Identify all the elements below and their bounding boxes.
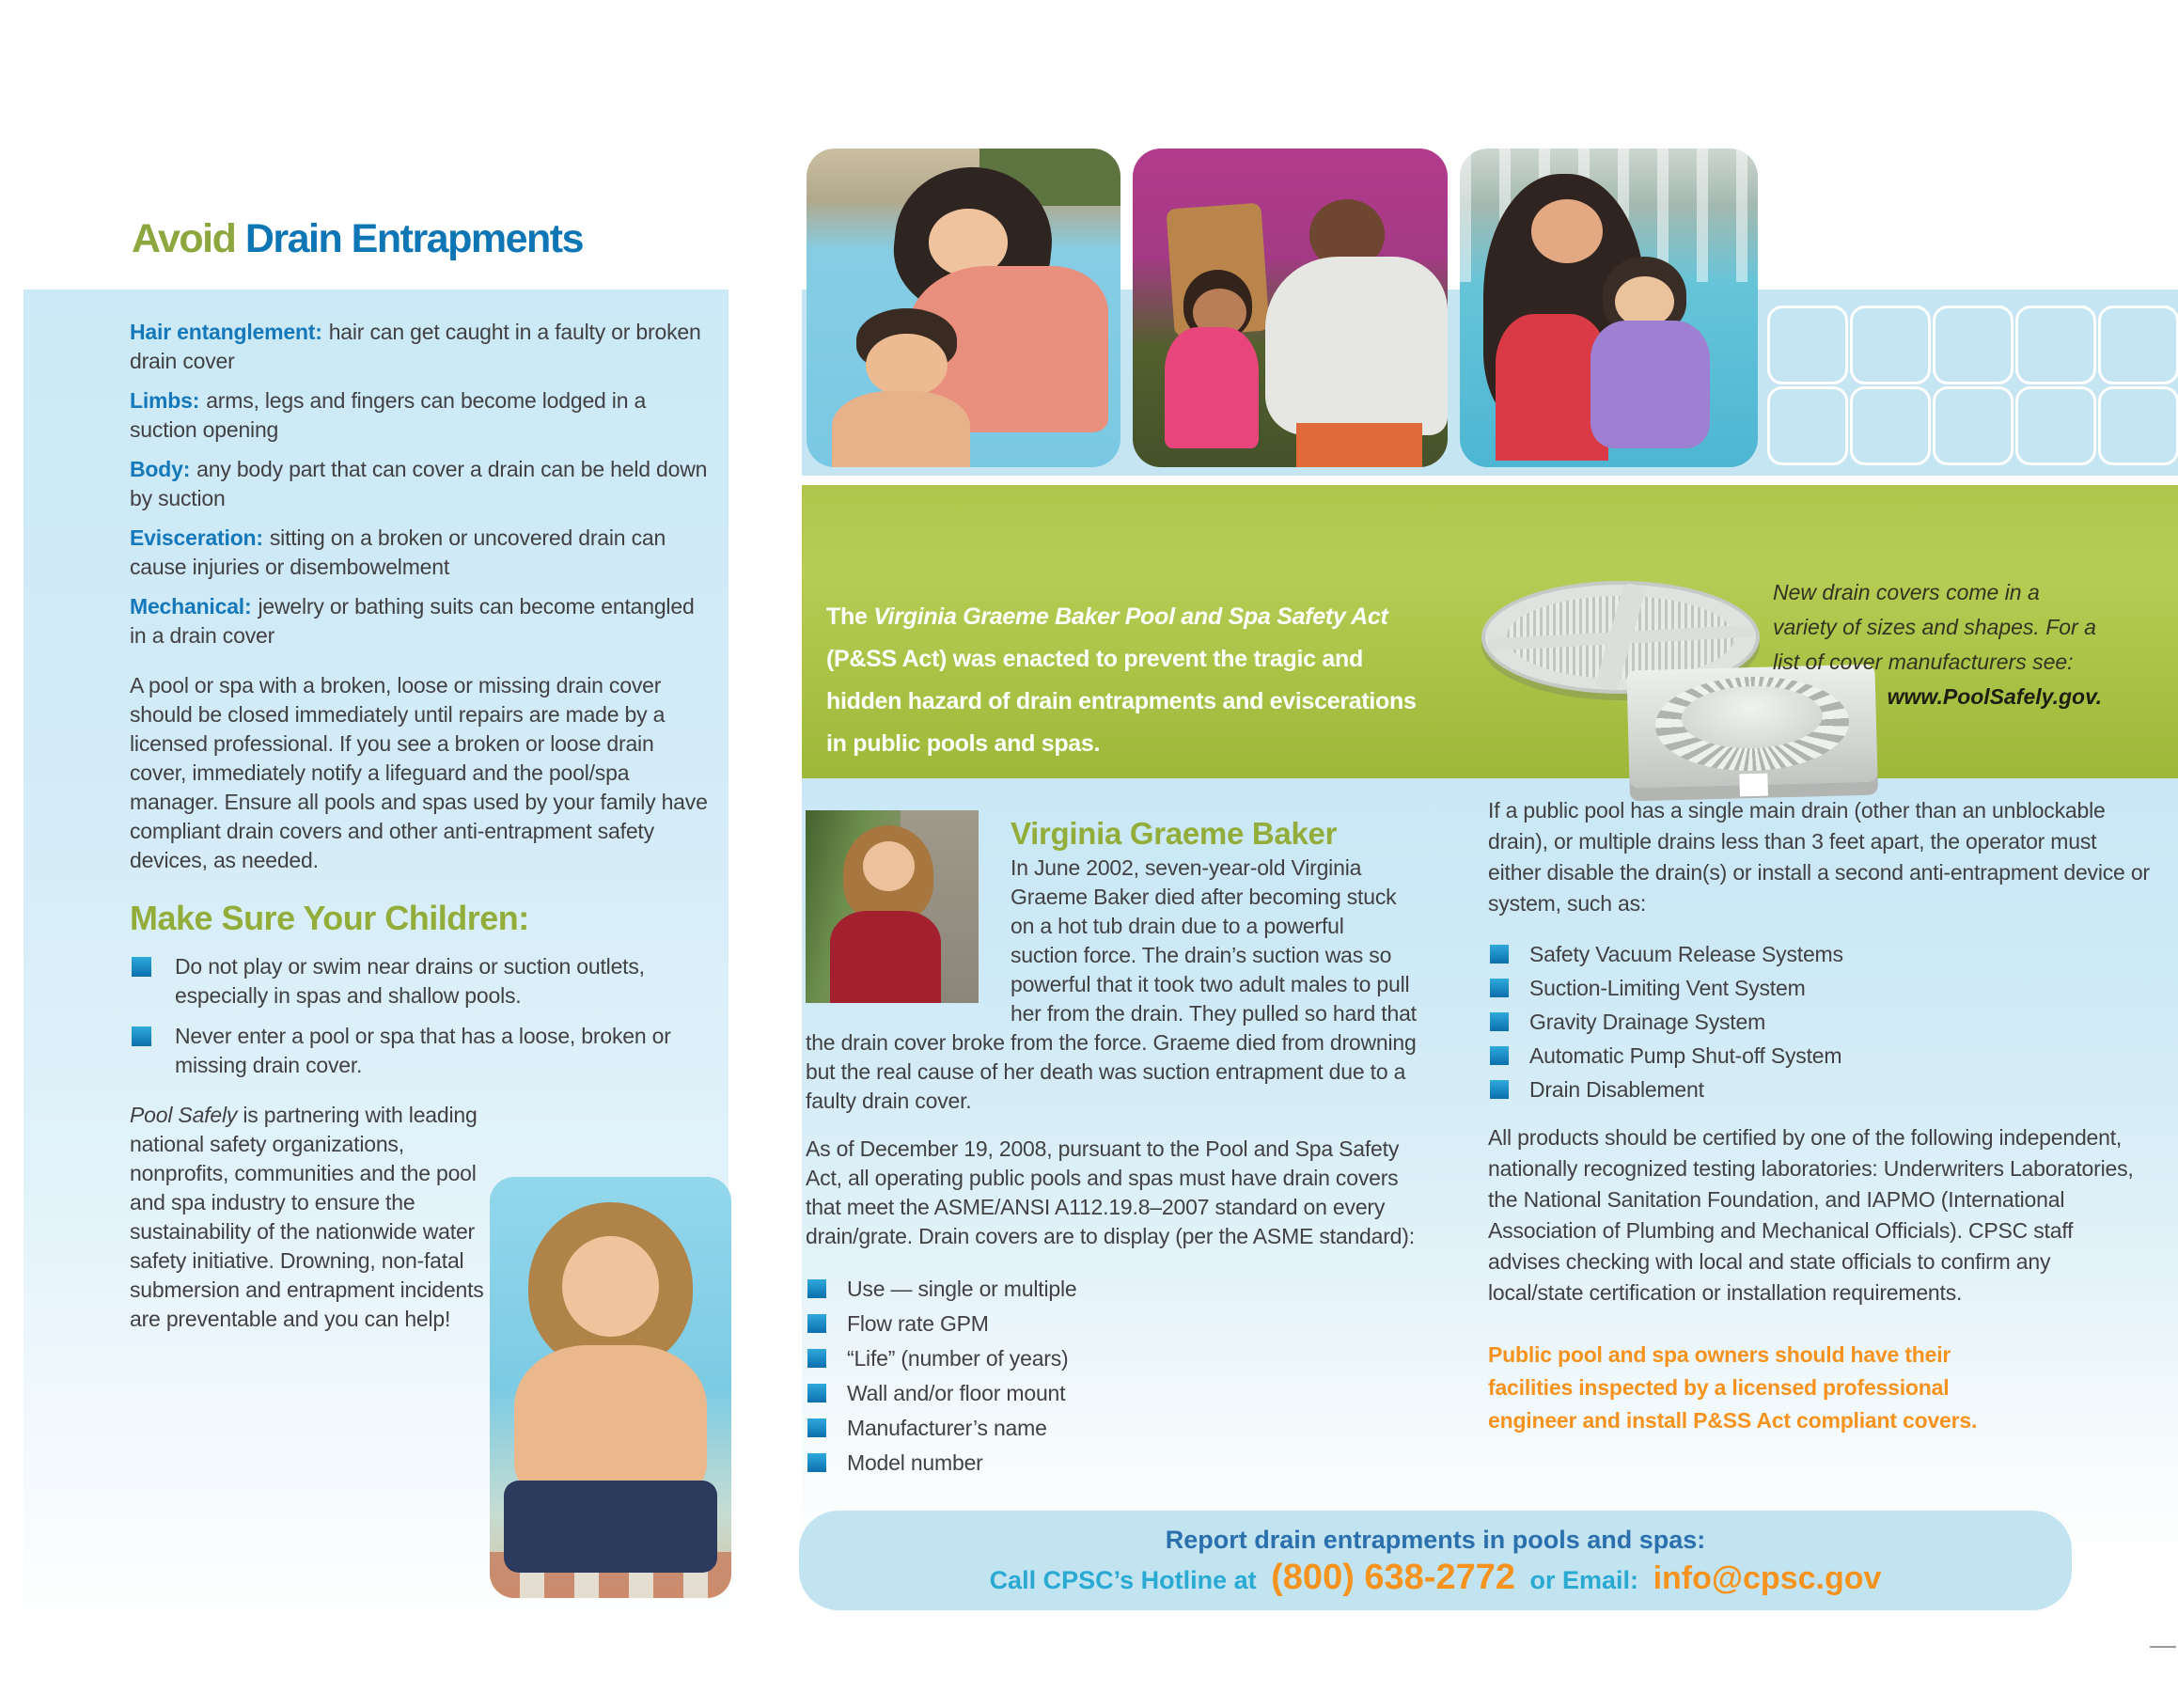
hotline-phone-number[interactable]: (800) 638-2772 bbox=[1271, 1558, 1515, 1597]
square-bullet-icon bbox=[1490, 979, 1509, 997]
photo-placeholder-cell bbox=[1767, 306, 1848, 384]
term-desc: sitting on a broken or uncovered drain can cause injuries or disembowelment bbox=[130, 525, 666, 579]
square-bullet-icon bbox=[807, 1314, 826, 1333]
owners-inspection-note: Public pool and spa owners should have their facilities inspected by a licensed professional engineer and install P&SS Act compliant covers. bbox=[1488, 1342, 1978, 1433]
photo-text-wrap-spacer bbox=[806, 854, 1011, 1002]
term-desc: any body part that can cover a drain can be held down by suction bbox=[130, 457, 708, 510]
list-item bbox=[806, 1377, 1417, 1409]
photo-placeholder-cell bbox=[1850, 306, 1931, 384]
term-label: Hair entanglement: bbox=[130, 320, 322, 344]
hero-photo-father-and-daughter bbox=[1133, 149, 1448, 467]
list-item-text: Drain Disablement bbox=[1529, 1077, 1704, 1102]
square-bullet-icon bbox=[132, 957, 151, 977]
square-bullet-icon bbox=[132, 1026, 151, 1046]
act-line-4: in public pools and spas. bbox=[826, 730, 1101, 757]
list-item bbox=[1488, 1006, 2151, 1038]
square-bullet-icon bbox=[807, 1349, 826, 1368]
act-line-3: hidden hazard of drain entrapments and eviscerations bbox=[826, 688, 1417, 714]
teen-face bbox=[1531, 199, 1603, 263]
list-item bbox=[806, 1412, 1417, 1444]
cpsc-email-link[interactable]: info@cpsc.gov bbox=[1653, 1560, 1882, 1596]
pool-safely-paragraph bbox=[130, 1101, 494, 1334]
asme-display-list bbox=[806, 1273, 1417, 1479]
middle-column-content bbox=[806, 814, 1417, 1481]
photo-placeholder-cell bbox=[2098, 386, 2178, 465]
report-banner-contact-line bbox=[799, 1558, 2072, 1598]
hero-photo-mother-and-son bbox=[807, 149, 1120, 467]
term-mechanical bbox=[130, 592, 711, 650]
new-drain-covers-note bbox=[1773, 575, 2102, 714]
photo-placeholder-cell bbox=[1933, 306, 2013, 384]
list-item bbox=[806, 1273, 1417, 1305]
square-bullet-icon bbox=[807, 1453, 826, 1472]
print-trim-mark bbox=[2150, 1646, 2176, 1648]
poolsafely-gov-link[interactable]: www.PoolSafely.gov. bbox=[1887, 684, 2102, 709]
note-line-3: list of cover manufacturers see: bbox=[1773, 650, 2074, 674]
term-evisceration bbox=[130, 524, 711, 582]
pool-safely-text: is partnering with leading national safety organizations, nonprofits, communities and the pool and spa industry to ensure the sustainability of the nationwide water safety initiative. Drowning, non-fatal submersion and entrapment incidents are preventable and you can help! bbox=[130, 1103, 484, 1331]
son-chest bbox=[832, 391, 970, 467]
list-item-text: Gravity Drainage System bbox=[1529, 1010, 1766, 1034]
toddler-face bbox=[1615, 276, 1674, 327]
square-bullet-icon bbox=[1490, 1012, 1509, 1031]
list-item-text: Suction-Limiting Vent System bbox=[1529, 976, 1806, 1000]
square-bullet-icon bbox=[1490, 945, 1509, 964]
photo-placeholder-cell bbox=[2015, 306, 2096, 384]
virginia-story bbox=[806, 854, 1417, 1116]
term-hair-entanglement bbox=[130, 318, 711, 376]
list-item-text: Wall and/or floor mount bbox=[847, 1381, 1066, 1405]
note-line-1: New drain covers come in a bbox=[1773, 580, 2040, 604]
boy-shorts bbox=[504, 1481, 716, 1574]
list-item bbox=[1488, 972, 2151, 1004]
hero-photo-teen-and-toddler bbox=[1460, 149, 1758, 467]
term-label: Limbs: bbox=[130, 388, 200, 413]
asme-standard-paragraph: As of December 19, 2008, pursuant to the Pool and Spa Safety Act, all operating public pools and spas must have drain covers that meet the ASME/ANSI A112.19.8–2007 standard on every drain/grate. Drain covers are to display (per the ASME standard): bbox=[806, 1136, 1415, 1248]
page-title bbox=[132, 216, 583, 262]
list-item bbox=[806, 1342, 1417, 1374]
term-desc: arms, legs and fingers can become lodged in a suction opening bbox=[130, 388, 647, 442]
square-bullet-icon bbox=[807, 1384, 826, 1402]
bullet-text: Never enter a pool or spa that has a loose, broken or missing drain cover. bbox=[175, 1024, 671, 1077]
father-shorts bbox=[1296, 423, 1422, 467]
photo-placeholder-cell bbox=[2015, 386, 2096, 465]
photo-placeholder-cell bbox=[1767, 386, 1848, 465]
toddler-purple-dress bbox=[1590, 321, 1710, 448]
page-title-avoid: Avoid bbox=[132, 216, 236, 261]
list-item-text: Automatic Pump Shut-off System bbox=[1529, 1043, 1842, 1068]
daughter-pink-top bbox=[1165, 327, 1260, 448]
list-item bbox=[1488, 1040, 2151, 1072]
list-item-text: Flow rate GPM bbox=[847, 1311, 989, 1336]
drain-cover-advice-paragraph: A pool or spa with a broken, loose or missing drain cover should be closed immediately until repairs are made by a licensed professional. If you see a broken or loose drain cover, immediately notify a lifeguard and the pool/spa manager. Ensure all pools and spas used by your family have compliant drain covers and other anti-entrapment safety devices, as needed. bbox=[130, 673, 708, 872]
square-bullet-icon bbox=[807, 1418, 826, 1437]
term-label: Mechanical: bbox=[130, 594, 252, 619]
hotline-label: Call CPSC’s Hotline at bbox=[989, 1566, 1257, 1594]
note-line-2: variety of sizes and shapes. For a bbox=[1773, 615, 2096, 639]
virginia-paragraph: In June 2002, seven-year-old Virginia Graeme Baker died after becoming stuck on a hot tub drain due to a powerful suction force. The drain’s suction was so powerful that it took two adult males to pull her from the drain. They pulled so hard that the drain cover broke from the force. Graeme died from drowning but the real cause of her death was suction entrapment due to a faulty drain cover. bbox=[806, 855, 1417, 1113]
safety-act-statement bbox=[826, 596, 1417, 765]
act-name-italic: Virginia Graeme Baker Pool and Spa Safety Act bbox=[873, 603, 1388, 630]
or-email-label: or Email: bbox=[1529, 1566, 1639, 1594]
anti-entrapment-systems-list bbox=[1488, 938, 2151, 1105]
term-body bbox=[130, 455, 711, 513]
photo-placeholder-cell bbox=[2098, 306, 2178, 384]
smiling-boy-photo bbox=[490, 1177, 731, 1598]
list-item-text: “Life” (number of years) bbox=[847, 1346, 1069, 1371]
list-item-text: Model number bbox=[847, 1450, 983, 1475]
page-title-rest: Drain Entrapments bbox=[244, 216, 584, 261]
boy-face bbox=[562, 1236, 659, 1338]
certification-paragraph: All products should be certified by one of the following independent, nationally recognized testing laboratories: Underwriters Laboratories, the National Sanitation Foundation, and IAPMO (International Association of Plumbing and Mechanical Officials). CPSC staff advises checking with local and state officials to confirm any local/state certification or installation requirements. bbox=[1488, 1125, 2134, 1305]
square-bullet-icon bbox=[1490, 1080, 1509, 1099]
report-banner-heading: Report drain entrapments in pools and spas: bbox=[1165, 1526, 1706, 1554]
drain-cover-notch bbox=[1739, 774, 1768, 797]
pool-safely-brand: Pool Safely bbox=[130, 1103, 238, 1127]
report-entrapments-banner bbox=[799, 1511, 2072, 1610]
act-line-2: (P&SS Act) was enacted to prevent the tragic and bbox=[826, 646, 1363, 672]
act-line-lead: The bbox=[826, 603, 874, 630]
list-item-text: Safety Vacuum Release Systems bbox=[1529, 942, 1843, 966]
children-bullet-2 bbox=[130, 1022, 711, 1080]
father-shirt bbox=[1265, 257, 1448, 435]
term-limbs bbox=[130, 386, 711, 445]
square-bullet-icon bbox=[1490, 1046, 1509, 1065]
son-face bbox=[866, 334, 948, 398]
list-item bbox=[1488, 1073, 2151, 1105]
make-sure-heading: Make Sure Your Children: bbox=[130, 899, 529, 937]
single-main-drain-paragraph: If a public pool has a single main drain (other than an unblockable drain), or multiple drains less than 3 feet apart, the operator must either disable the drain(s) or install a second anti-entrapment device or system, such as: bbox=[1488, 798, 2150, 916]
photo-placeholder-cell bbox=[1933, 386, 2013, 465]
list-item-text: Use — single or multiple bbox=[847, 1277, 1077, 1301]
bullet-text: Do not play or swim near drains or suction outlets, especially in spas and shallow pools. bbox=[175, 954, 645, 1008]
list-item bbox=[806, 1447, 1417, 1479]
photo-placeholder-cell bbox=[1850, 386, 1931, 465]
list-item bbox=[806, 1308, 1417, 1340]
term-desc: jewelry or bathing suits can become entangled in a drain cover bbox=[130, 594, 695, 648]
virginia-heading: Virginia Graeme Baker bbox=[1011, 816, 1338, 851]
act-line-1 bbox=[826, 596, 1417, 638]
term-label: Evisceration: bbox=[130, 525, 263, 550]
list-item-text: Manufacturer’s name bbox=[847, 1416, 1047, 1440]
list-item bbox=[1488, 938, 2151, 970]
children-bullet-1 bbox=[130, 952, 711, 1011]
square-bullet-icon bbox=[807, 1279, 826, 1298]
term-label: Body: bbox=[130, 457, 191, 481]
term-desc: hair can get caught in a faulty or broken drain cover bbox=[130, 320, 701, 373]
right-column-content bbox=[1488, 795, 2151, 1459]
